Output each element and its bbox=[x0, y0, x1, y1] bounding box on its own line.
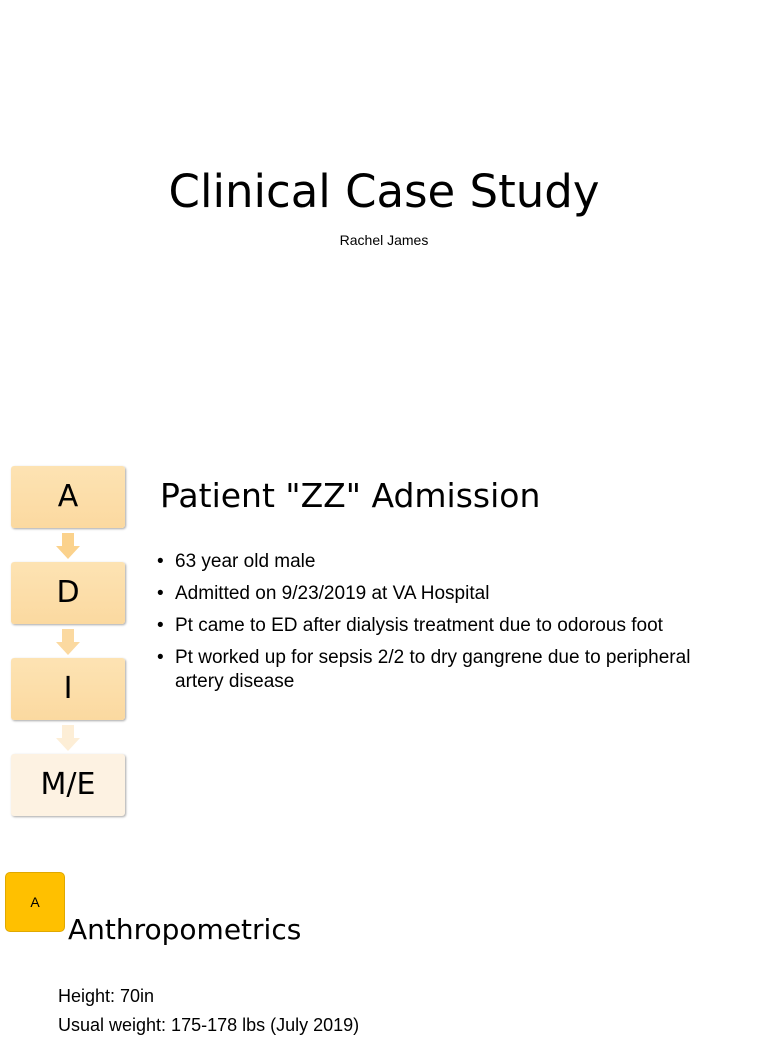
down-arrow-icon bbox=[56, 533, 80, 559]
list-item: • Pt worked up for sepsis 2/2 to dry gangrene due to peripheral artery disease bbox=[157, 647, 691, 692]
bullet-icon: • bbox=[157, 647, 164, 668]
anthropometrics-title: Anthropometrics bbox=[68, 913, 302, 946]
adime-step-monitoring-evaluation: M/E bbox=[11, 754, 125, 816]
bullet-icon: • bbox=[157, 583, 164, 604]
adime-step-assessment: A bbox=[11, 466, 125, 528]
down-arrow-icon bbox=[56, 725, 80, 751]
adime-step-diagnosis: D bbox=[11, 562, 125, 624]
admission-bullet-list bbox=[157, 550, 737, 702]
list-item: • Admitted on 9/23/2019 at VA Hospital bbox=[157, 583, 490, 604]
list-item: • Pt came to ED after dialysis treatment due to odorous foot bbox=[157, 615, 663, 636]
title-slide bbox=[0, 0, 768, 430]
admission-title: Patient "ZZ" Admission bbox=[160, 476, 541, 515]
bullet-icon: • bbox=[157, 615, 164, 636]
down-arrow-icon bbox=[56, 629, 80, 655]
height-line: Height: 70in bbox=[58, 986, 155, 1006]
document-title: Clinical Case Study bbox=[168, 165, 600, 218]
list-item: • 63 year old male bbox=[157, 551, 316, 572]
adime-badge: A bbox=[5, 872, 65, 932]
author-name: Rachel James bbox=[339, 232, 429, 248]
usual-weight-line: Usual weight: 175-178 lbs (July 2019) bbox=[58, 1015, 360, 1035]
adime-step-intervention: I bbox=[11, 658, 125, 720]
bullet-icon: • bbox=[157, 551, 164, 572]
